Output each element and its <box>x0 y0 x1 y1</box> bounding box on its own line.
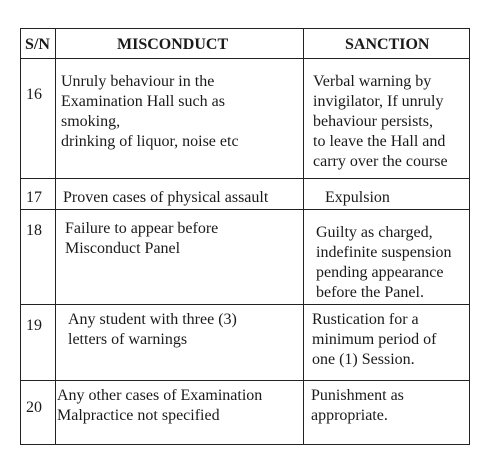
header-sn: S/N <box>25 36 50 53</box>
row-divider <box>21 178 469 179</box>
row-18-misconduct: Failure to appear before Misconduct Panel <box>65 220 219 257</box>
row-19-sanction: Rustication for a minimum period of one (1) Session. <box>312 311 437 368</box>
row-16-sanction: Verbal warning by invigilator, If unruly behaviour persists, to leave the Hall and carry over the course <box>313 73 448 170</box>
column-divider-sn <box>55 29 56 444</box>
row-20-misconduct: Any other cases of Examination Malpractice not specified <box>57 387 263 424</box>
row-19-misconduct: Any student with three (3) letters of warnings <box>68 311 237 348</box>
row-17-sn: 17 <box>26 189 42 206</box>
header-misconduct: MISCONDUCT <box>117 36 229 53</box>
row-16-sn: 16 <box>26 86 42 103</box>
row-16-misconduct: Unruly behaviour in the Examination Hall such as smoking, drinking of liquor, noise etc <box>61 73 239 150</box>
header-sanction: SANCTION <box>345 36 430 53</box>
row-divider <box>21 380 469 381</box>
row-17-sanction: Expulsion <box>325 189 390 206</box>
row-divider <box>21 304 469 305</box>
row-20-sn: 20 <box>26 399 42 416</box>
row-20-sanction: Punishment as appropriate. <box>311 387 404 424</box>
row-18-sanction: Guilty as charged, indefinite suspension pending appearance before the Panel. <box>316 224 452 301</box>
row-17-misconduct: Proven cases of physical assault <box>63 189 269 206</box>
column-divider-sanction <box>303 29 304 444</box>
row-divider <box>21 209 469 210</box>
sanctions-table <box>20 28 470 445</box>
row-19-sn: 19 <box>26 317 42 334</box>
row-18-sn: 18 <box>26 222 42 239</box>
row-divider <box>21 58 469 59</box>
